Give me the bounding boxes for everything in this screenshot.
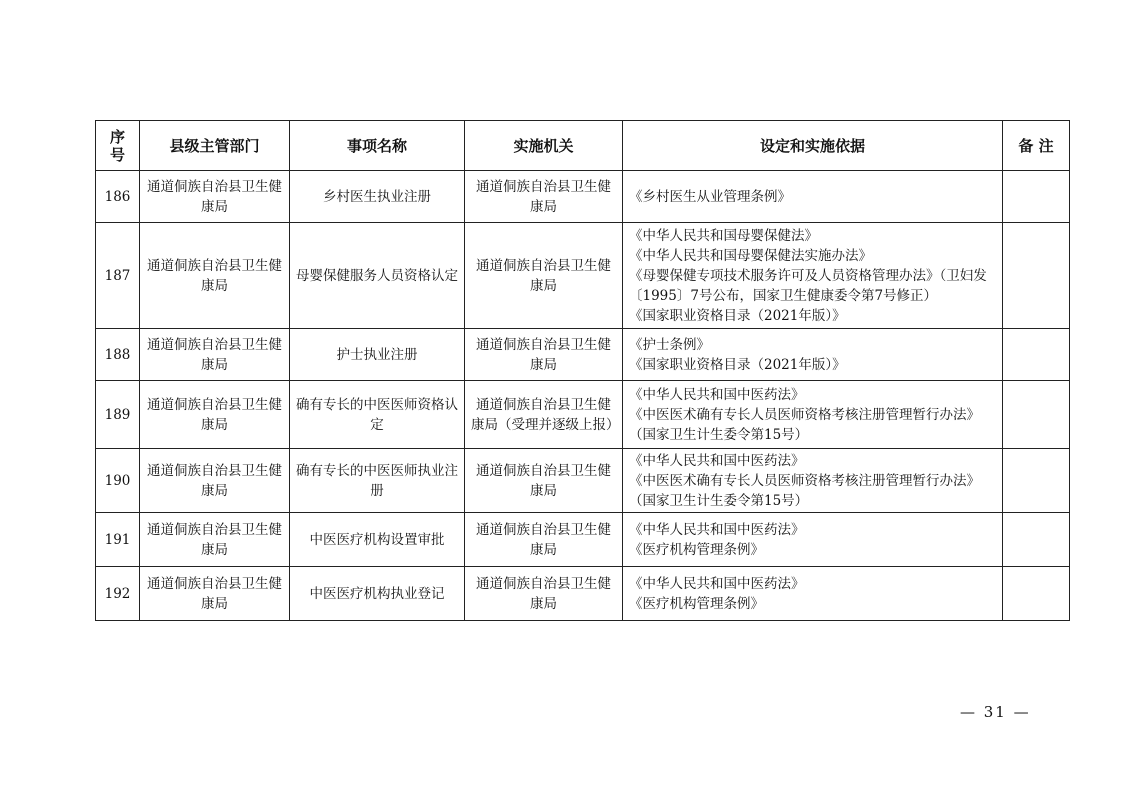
row-item-name: 确有专长的中医医师资格认定 xyxy=(290,381,465,449)
row-note xyxy=(1003,449,1070,513)
row-department: 通道侗族自治县卫生健康局 xyxy=(140,567,290,621)
row-item-name: 母婴保健服务人员资格认定 xyxy=(290,223,465,329)
row-note xyxy=(1003,381,1070,449)
row-legal-basis xyxy=(623,223,1003,329)
legal-basis-line: 《中华人民共和国母婴保健法》 xyxy=(629,227,818,244)
legal-basis-line: 《中医医术确有专长人员医师资格考核注册管理暂行办法》（国家卫生计生委令第15号） xyxy=(629,406,980,443)
table-row xyxy=(96,513,1070,567)
row-number: 190 xyxy=(96,449,140,513)
header-basis: 设定和实施依据 xyxy=(623,121,1003,171)
legal-basis-line: 《中华人民共和国中医药法》 xyxy=(629,521,805,538)
row-implementing-org: 通道侗族自治县卫生健康局（受理并逐级上报） xyxy=(465,381,623,449)
legal-basis-line: 《护士条例》 xyxy=(629,336,710,353)
row-legal-basis xyxy=(623,567,1003,621)
row-number: 187 xyxy=(96,223,140,329)
legal-basis-line: 《医疗机构管理条例》 xyxy=(629,595,764,612)
row-implementing-org: 通道侗族自治县卫生健康局 xyxy=(465,171,623,223)
page-number: — 31 — xyxy=(960,703,1031,721)
row-note xyxy=(1003,513,1070,567)
row-number: 186 xyxy=(96,171,140,223)
row-legal-basis xyxy=(623,171,1003,223)
row-number: 191 xyxy=(96,513,140,567)
row-number: 189 xyxy=(96,381,140,449)
row-number: 188 xyxy=(96,329,140,381)
row-department: 通道侗族自治县卫生健康局 xyxy=(140,381,290,449)
legal-basis-line: 《中华人民共和国中医药法》 xyxy=(629,452,805,469)
row-department: 通道侗族自治县卫生健康局 xyxy=(140,171,290,223)
table-row xyxy=(96,567,1070,621)
row-note xyxy=(1003,329,1070,381)
row-note xyxy=(1003,171,1070,223)
row-legal-basis xyxy=(623,329,1003,381)
table-row xyxy=(96,449,1070,513)
legal-basis-line: 《中华人民共和国母婴保健法实施办法》 xyxy=(629,247,872,264)
row-implementing-org: 通道侗族自治县卫生健康局 xyxy=(465,513,623,567)
row-item-name: 护士执业注册 xyxy=(290,329,465,381)
header-dept: 县级主管部门 xyxy=(140,121,290,171)
table-row xyxy=(96,223,1070,329)
table-row xyxy=(96,171,1070,223)
header-org: 实施机关 xyxy=(465,121,623,171)
table-header-row xyxy=(96,121,1070,171)
legal-basis-line: 《母婴保健专项技术服务许可及人员资格管理办法》（卫妇发〔1995〕7号公布，国家卫生健康委令第7号修正） xyxy=(629,267,987,304)
row-number: 192 xyxy=(96,567,140,621)
row-legal-basis xyxy=(623,381,1003,449)
row-department: 通道侗族自治县卫生健康局 xyxy=(140,223,290,329)
header-num-text: 序号 xyxy=(110,127,126,164)
row-item-name: 乡村医生执业注册 xyxy=(290,171,465,223)
row-item-name: 中医医疗机构设置审批 xyxy=(290,513,465,567)
legal-basis-line: 《国家职业资格目录（2021年版）》 xyxy=(629,307,846,324)
legal-basis-line: 《医疗机构管理条例》 xyxy=(629,541,764,558)
row-department: 通道侗族自治县卫生健康局 xyxy=(140,329,290,381)
row-note xyxy=(1003,223,1070,329)
administrative-items-table xyxy=(95,120,1070,621)
header-name: 事项名称 xyxy=(290,121,465,171)
row-legal-basis xyxy=(623,449,1003,513)
legal-basis-line: 《中华人民共和国中医药法》 xyxy=(629,575,805,592)
row-legal-basis xyxy=(623,513,1003,567)
row-implementing-org: 通道侗族自治县卫生健康局 xyxy=(465,223,623,329)
legal-basis-line: 《乡村医生从业管理条例》 xyxy=(629,188,791,205)
row-implementing-org: 通道侗族自治县卫生健康局 xyxy=(465,567,623,621)
table-body xyxy=(96,171,1070,621)
row-item-name: 确有专长的中医医师执业注册 xyxy=(290,449,465,513)
legal-basis-line: 《国家职业资格目录（2021年版）》 xyxy=(629,356,846,373)
header-note: 备 注 xyxy=(1003,121,1070,171)
row-item-name: 中医医疗机构执业登记 xyxy=(290,567,465,621)
row-implementing-org: 通道侗族自治县卫生健康局 xyxy=(465,449,623,513)
row-department: 通道侗族自治县卫生健康局 xyxy=(140,449,290,513)
legal-basis-line: 《中华人民共和国中医药法》 xyxy=(629,386,805,403)
row-department: 通道侗族自治县卫生健康局 xyxy=(140,513,290,567)
table-row xyxy=(96,329,1070,381)
legal-basis-line: 《中医医术确有专长人员医师资格考核注册管理暂行办法》（国家卫生计生委令第15号） xyxy=(629,472,980,509)
header-num xyxy=(96,121,140,171)
row-note xyxy=(1003,567,1070,621)
table-row xyxy=(96,381,1070,449)
row-implementing-org: 通道侗族自治县卫生健康局 xyxy=(465,329,623,381)
